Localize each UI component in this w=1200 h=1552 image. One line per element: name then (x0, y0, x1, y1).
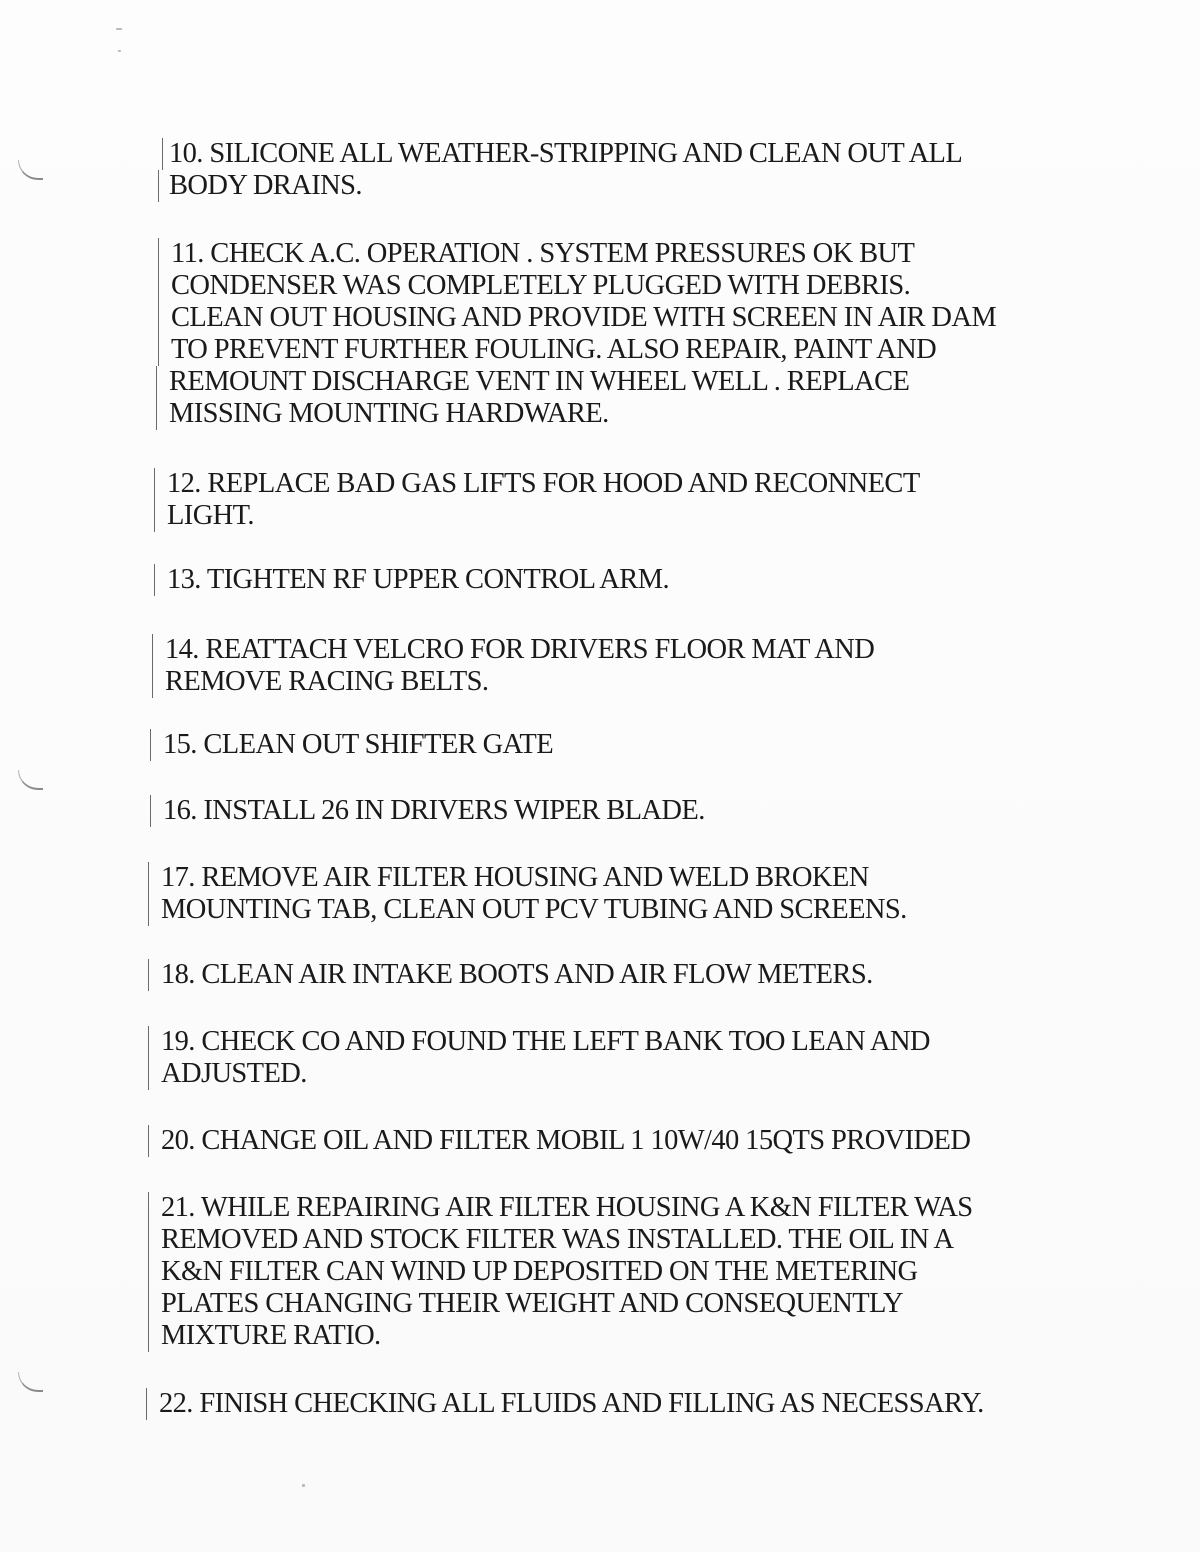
list-item-13 (154, 564, 1034, 596)
item-line: 12. REPLACE BAD GAS LIFTS FOR HOOD AND RECONNECT (154, 468, 1034, 500)
punch-hole-mark (18, 160, 43, 180)
list-item-21 (148, 1192, 1028, 1352)
list-item-14 (152, 634, 1032, 698)
list-item-22 (146, 1388, 1026, 1420)
list-item-17 (148, 862, 1028, 926)
list-item-10 (162, 138, 1042, 202)
punch-hole-mark (18, 1372, 43, 1392)
item-line: K&N FILTER CAN WIND UP DEPOSITED ON THE METERING (148, 1256, 1028, 1288)
item-line: 16. INSTALL 26 IN DRIVERS WIPER BLADE. (150, 795, 1030, 827)
item-line: 18. CLEAN AIR INTAKE BOOTS AND AIR FLOW METERS. (148, 959, 1028, 991)
list-item-16 (150, 795, 1030, 827)
item-line: 10. SILICONE ALL WEATHER-STRIPPING AND CLEAN OUT ALL (162, 138, 1042, 170)
item-line: 15. CLEAN OUT SHIFTER GATE (150, 729, 1030, 761)
scan-speck (118, 50, 121, 52)
item-line: CONDENSER WAS COMPLETELY PLUGGED WITH DEBRIS. (158, 270, 1038, 302)
list-item-18 (148, 959, 1028, 991)
item-line: BODY DRAINS. (158, 170, 1042, 202)
item-line: CLEAN OUT HOUSING AND PROVIDE WITH SCREEN IN AIR DAM (158, 302, 1038, 334)
item-line: 19. CHECK CO AND FOUND THE LEFT BANK TOO LEAN AND (148, 1026, 1028, 1058)
item-line: REMOVED AND STOCK FILTER WAS INSTALLED. THE OIL IN A (148, 1224, 1028, 1256)
item-line: MOUNTING TAB, CLEAN OUT PCV TUBING AND SCREENS. (148, 894, 1028, 926)
item-line: 17. REMOVE AIR FILTER HOUSING AND WELD BROKEN (148, 862, 1028, 894)
punch-hole-mark (18, 770, 43, 790)
list-item-11 (158, 238, 1038, 430)
list-item-12 (154, 468, 1034, 532)
item-line: TO PREVENT FURTHER FOULING. ALSO REPAIR, PAINT AND (158, 334, 1038, 366)
item-line: 13. TIGHTEN RF UPPER CONTROL ARM. (154, 564, 1034, 596)
item-line: ADJUSTED. (148, 1058, 1028, 1090)
item-line: MISSING MOUNTING HARDWARE. (156, 398, 1038, 430)
item-line: LIGHT. (154, 500, 1034, 532)
list-item-20 (148, 1125, 1028, 1157)
item-line: 21. WHILE REPAIRING AIR FILTER HOUSING A K&N FILTER WAS (148, 1192, 1028, 1224)
list-item-15 (150, 729, 1030, 761)
scan-speck (302, 1484, 305, 1487)
item-line: 14. REATTACH VELCRO FOR DRIVERS FLOOR MAT AND (152, 634, 1032, 666)
item-line: REMOVE RACING BELTS. (152, 666, 1032, 698)
scan-speck (116, 28, 122, 30)
item-line: MIXTURE RATIO. (148, 1320, 1028, 1352)
item-line: 20. CHANGE OIL AND FILTER MOBIL 1 10W/40 15QTS PROVIDED (148, 1125, 1028, 1157)
item-line: PLATES CHANGING THEIR WEIGHT AND CONSEQUENTLY (148, 1288, 1028, 1320)
list-item-19 (148, 1026, 1028, 1090)
item-line: 22. FINISH CHECKING ALL FLUIDS AND FILLING AS NECESSARY. (146, 1388, 1026, 1420)
item-line: REMOUNT DISCHARGE VENT IN WHEEL WELL . REPLACE (156, 366, 1038, 398)
item-line: 11. CHECK A.C. OPERATION . SYSTEM PRESSURES OK BUT (158, 238, 1038, 270)
